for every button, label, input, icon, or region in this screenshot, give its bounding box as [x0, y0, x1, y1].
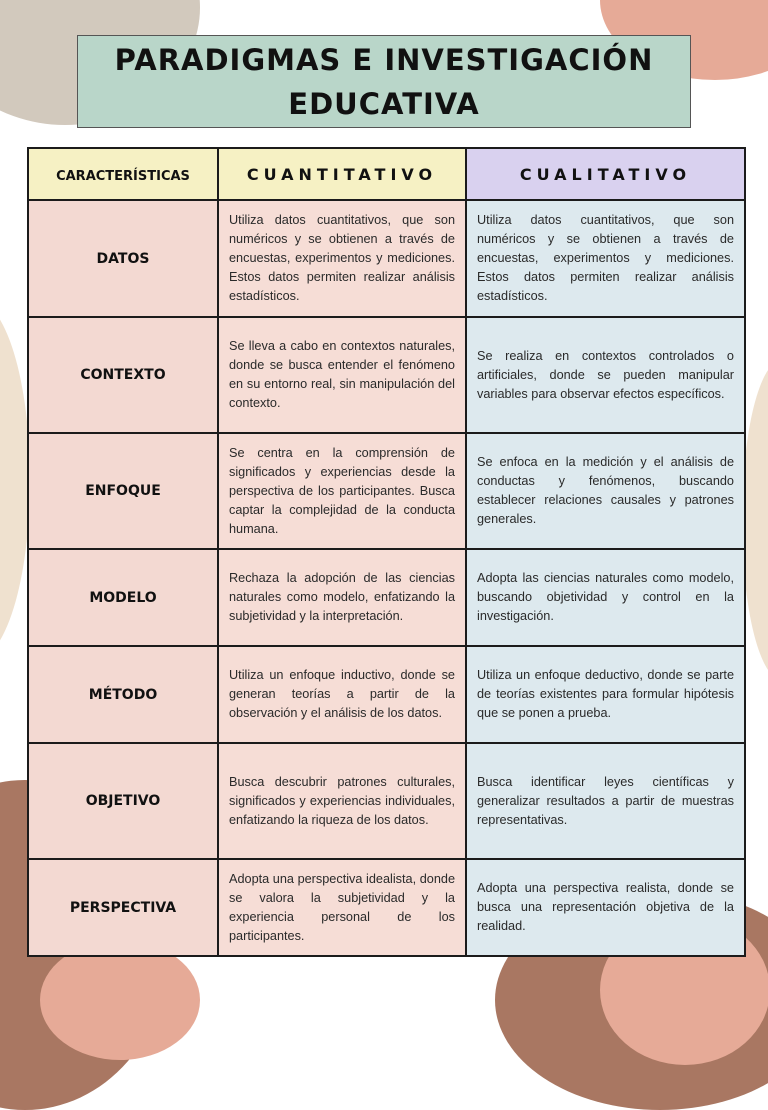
qualitative-cell: [466, 646, 745, 743]
row-label-objetivo: OBJETIVO: [28, 743, 218, 859]
quantitative-text: Busca descubrir patrones culturales, significados y experiencias individuales, enfatizando la riqueza de los datos.: [229, 774, 455, 827]
quantitative-cell: [218, 433, 466, 549]
row-label-contexto: CONTEXTO: [28, 317, 218, 433]
header-quantitative-label: CUANTITATIVO: [246, 164, 438, 184]
qualitative-cell: [466, 317, 745, 433]
row-label-enfoque: ENFOQUE: [28, 433, 218, 549]
qualitative-text: Busca identificar leyes científicas y generalizar resultados a partir de muestras representativas.: [477, 774, 734, 827]
qualitative-cell: [466, 549, 745, 646]
title-banner: [77, 35, 691, 128]
table-row: [28, 433, 745, 549]
qualitative-cell: [466, 433, 745, 549]
salmon-blob-bottom-left: [40, 940, 200, 1060]
table-row: [28, 200, 745, 317]
quantitative-text: Utiliza datos cuantitativos, que son numéricos y se obtienen a través de encuestas, experimentos y mediciones. Estos datos permiten realizar análisis estadísticos.: [229, 213, 455, 303]
quantitative-text: Se lleva a cabo en contextos naturales, donde se busca entender el fenómeno en su entorno real, sin manipulación del contexto.: [229, 339, 455, 410]
qualitative-cell: [466, 743, 745, 859]
quantitative-text: Utiliza un enfoque inductivo, donde se generan teorías a partir de la observación y el análisis de los datos.: [229, 668, 455, 720]
comparison-table: [27, 147, 746, 957]
table-row: [28, 859, 745, 956]
table-row: [28, 549, 745, 646]
qualitative-text: Adopta una perspectiva realista, donde se busca una representación objetiva de la realidad.: [477, 881, 734, 933]
header-qualitative-label: CUALITATIVO: [519, 164, 692, 184]
quantitative-cell: [218, 743, 466, 859]
header-characteristics-label: CARACTERÍSTICAS: [56, 168, 190, 184]
qualitative-text: Se realiza en contextos controlados o artificiales, donde se pueden manipular variables para observar efectos específicos.: [477, 348, 734, 401]
title-line-1: PARADIGMAS E INVESTIGACIÓN: [114, 42, 654, 77]
qualitative-text: Utiliza datos cuantitativos, que son numéricos y se obtienen a través de encuestas, experimentos y mediciones. Estos datos permiten realizar análisis estadísticos.: [477, 213, 734, 303]
row-label-metodo: MÉTODO: [28, 646, 218, 743]
quantitative-text: Adopta una perspectiva idealista, donde se valora la subjetividad y la experiencia personal de los participantes.: [229, 871, 455, 943]
quantitative-cell: [218, 317, 466, 433]
table-row: [28, 646, 745, 743]
header-characteristics: [28, 148, 218, 200]
quantitative-text: Se centra en la comprensión de significados y experiencias desde la perspectiva de los participantes. Busca captar la complejidad de la conducta humana.: [229, 445, 455, 536]
row-label-datos: DATOS: [28, 200, 218, 317]
quantitative-cell: [218, 859, 466, 956]
table-header-row: [28, 148, 745, 200]
beige-blob-left: [0, 300, 30, 660]
header-qualitative: [466, 148, 745, 200]
qualitative-text: Adopta las ciencias naturales como modelo, buscando objetividad y control en la investigación.: [477, 571, 734, 623]
qualitative-cell: [466, 859, 745, 956]
quantitative-text: Rechaza la adopción de las ciencias naturales como modelo, enfatizando la subjetividad y la interpretación.: [229, 571, 455, 623]
header-quantitative: [218, 148, 466, 200]
quantitative-cell: [218, 200, 466, 317]
qualitative-text: Se enfoca en la medición y el análisis de conductas y fenómenos, buscando establecer relaciones causales y patrones generales.: [477, 455, 734, 526]
row-label-modelo: MODELO: [28, 549, 218, 646]
qualitative-text: Utiliza un enfoque deductivo, donde se parte de teorías existentes para formular hipótesis que se ponen a prueba.: [477, 668, 734, 720]
title-line-2: EDUCATIVA: [288, 86, 480, 121]
quantitative-cell: [218, 646, 466, 743]
table-row: [28, 743, 745, 859]
qualitative-cell: [466, 200, 745, 317]
table-row: [28, 317, 745, 433]
quantitative-cell: [218, 549, 466, 646]
row-label-perspectiva: PERSPECTIVA: [28, 859, 218, 956]
